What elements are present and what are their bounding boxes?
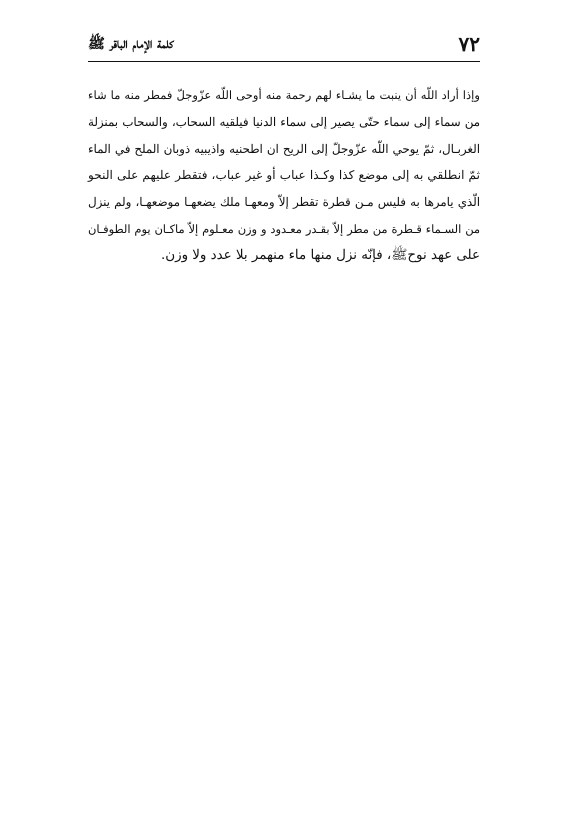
header-divider bbox=[88, 61, 480, 62]
text-line: من السـماء قـطرة من مطر إلاّ بقـدر معـدود و وزن معـلوم إلاّ ماكـان يوم الطوفـان bbox=[88, 221, 480, 236]
page-number: ٧٢ bbox=[458, 32, 480, 56]
text-line: الغربـال، ثمّ يوحي اللّه عزّوجلّ إلى الريح ان اطحنيه واذيبيه ذوبان الملح في الماء bbox=[88, 141, 480, 156]
text-line: وإذا أراد اللّه أن ينبت ما يشـاء لهم رحمة منه أوحى اللّه عزّوجلّ فمطر منه ما شاء bbox=[88, 88, 480, 102]
text-line: الّذي يامرها به فليس مـن قطرة تقطر إلاّ ومعهـا ملك يضعهـا موضعهـا، ولم ينزل bbox=[88, 195, 480, 210]
text-line: على عهد نوحﷺ، فإنّه نزل منها ماء منهمر بلا عدد ولا وزن. bbox=[161, 247, 480, 263]
page-header bbox=[88, 32, 480, 60]
text-line: ثمّ انطلقي به إلى موضع كذا وكـذا عباب أو غير عباب، فتقطر عليهم على النحو bbox=[88, 168, 480, 183]
body-paragraph bbox=[88, 82, 480, 270]
text-line: من سماء إلى سماء حتّى يصير إلى سماء الدنيا فيلقيه السحاب، والسحاب بمنزلة bbox=[88, 114, 480, 129]
running-title: كلمة الإمام الباقر ﷺ bbox=[88, 36, 174, 52]
